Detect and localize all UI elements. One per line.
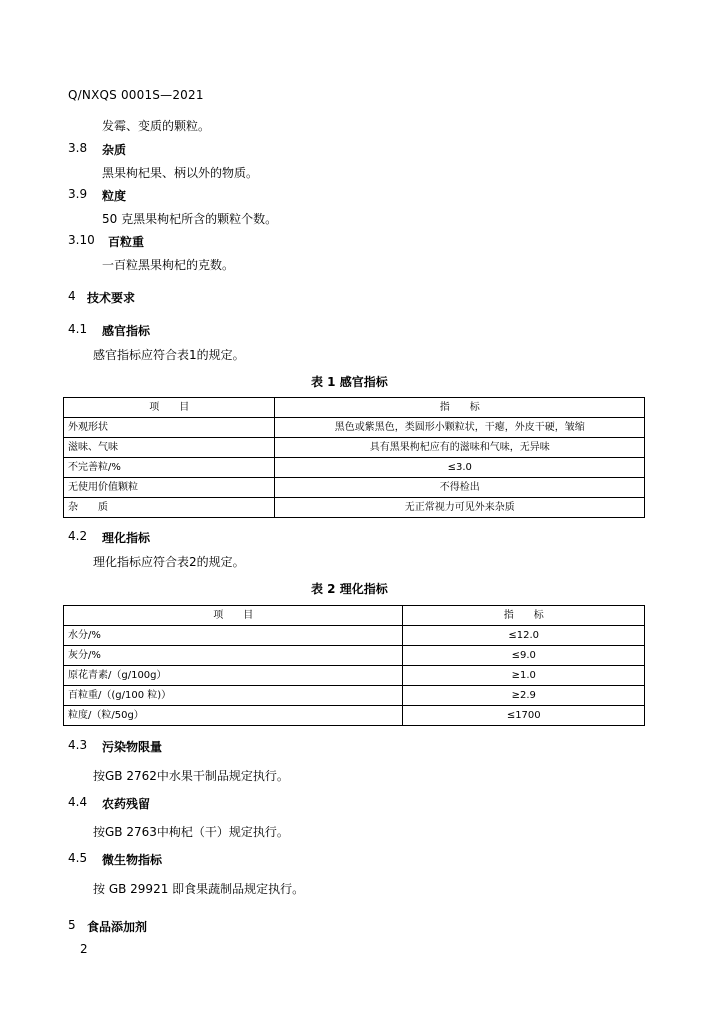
body-line: 理化指标应符合表2的规定。 [93, 555, 245, 569]
table-cell: 无使用价值颗粒 [64, 478, 275, 498]
body-line: 黑果枸杞果、柄以外的物质。 [102, 166, 259, 180]
table-sensory [63, 397, 645, 518]
section-title: 技术要求 [87, 291, 136, 305]
page-number: 2 [80, 942, 88, 956]
table-physicochemical [63, 605, 645, 726]
table-cell: ≥1.0 [403, 666, 645, 686]
table-header-row [64, 606, 645, 626]
table-header-row [64, 398, 645, 418]
table-header-cell: 项 目 [64, 606, 403, 626]
table-cell: 灰分/% [64, 646, 403, 666]
section-number: 3.8 [68, 141, 88, 155]
table-cell: ≤9.0 [403, 646, 645, 666]
table-header-cell: 项 目 [64, 398, 275, 418]
section-number: 5 [68, 918, 76, 932]
body-line: 按 GB 29921 即食果蔬制品规定执行。 [93, 882, 305, 896]
section-title: 食品添加剂 [87, 920, 148, 934]
section-number: 4.1 [68, 322, 88, 336]
section-number: 4.2 [68, 529, 88, 543]
table-cell: ≤1700 [403, 706, 645, 726]
section-number: 4.5 [68, 851, 88, 865]
section-title: 农药残留 [102, 797, 151, 811]
section-title: 微生物指标 [102, 853, 163, 867]
body-line: 按GB 2762中水果干制品规定执行。 [93, 769, 289, 783]
table-cell: 滋味、气味 [64, 438, 275, 458]
table-cell: ≤3.0 [275, 458, 645, 478]
section-title: 污染物限量 [102, 740, 163, 754]
body-line: 一百粒黑果枸杞的克数。 [102, 258, 235, 272]
table-cell: 粒度/（粒/50g） [64, 706, 403, 726]
table-cell: 原花青素/（g/100g） [64, 666, 403, 686]
section-title: 杂质 [102, 143, 127, 157]
table-cell: 不完善粒/% [64, 458, 275, 478]
table-header-cell: 指 标 [403, 606, 645, 626]
table-row [64, 458, 645, 478]
section-number: 3.10 [68, 233, 95, 247]
table-row [64, 666, 645, 686]
table-row [64, 626, 645, 646]
body-line: 发霉、变质的颗粒。 [102, 119, 211, 133]
table-row [64, 498, 645, 518]
body-line: 感官指标应符合表1的规定。 [93, 348, 245, 362]
table-cell: 具有黑果枸杞应有的滋味和气味，无异味 [275, 438, 645, 458]
table-cell: 水分/% [64, 626, 403, 646]
section-number: 4.3 [68, 738, 88, 752]
table-cell: 无正常视力可见外来杂质 [275, 498, 645, 518]
table-cell: 杂 质 [64, 498, 275, 518]
table-row [64, 686, 645, 706]
body-line: 50 克黑果枸杞所含的颗粒个数。 [102, 212, 278, 226]
table-cell: 不得检出 [275, 478, 645, 498]
table-cell: 百粒重/（(g/100 粒)） [64, 686, 403, 706]
table-caption: 表 1 感官指标 [311, 375, 388, 389]
table-caption: 表 2 理化指标 [311, 582, 388, 596]
table-cell: ≤12.0 [403, 626, 645, 646]
section-number: 4.4 [68, 795, 88, 809]
table-row [64, 478, 645, 498]
table-header-cell: 指 标 [275, 398, 645, 418]
table-row [64, 418, 645, 438]
section-title: 理化指标 [102, 531, 151, 545]
body-line: 按GB 2763中枸杞（干）规定执行。 [93, 825, 289, 839]
section-title: 粒度 [102, 189, 127, 203]
document-code: Q/NXQS 0001S—2021 [68, 88, 204, 102]
table-row [64, 706, 645, 726]
section-number: 4 [68, 289, 76, 303]
table-cell: ≥2.9 [403, 686, 645, 706]
table-row [64, 438, 645, 458]
section-title: 感官指标 [102, 324, 151, 338]
section-number: 3.9 [68, 187, 88, 201]
section-title: 百粒重 [108, 235, 145, 249]
table-cell: 外观形状 [64, 418, 275, 438]
table-row [64, 646, 645, 666]
table-cell: 黑色或紫黑色，类圆形小颗粒状，干瘪，外皮干硬，皱缩 [275, 418, 645, 438]
